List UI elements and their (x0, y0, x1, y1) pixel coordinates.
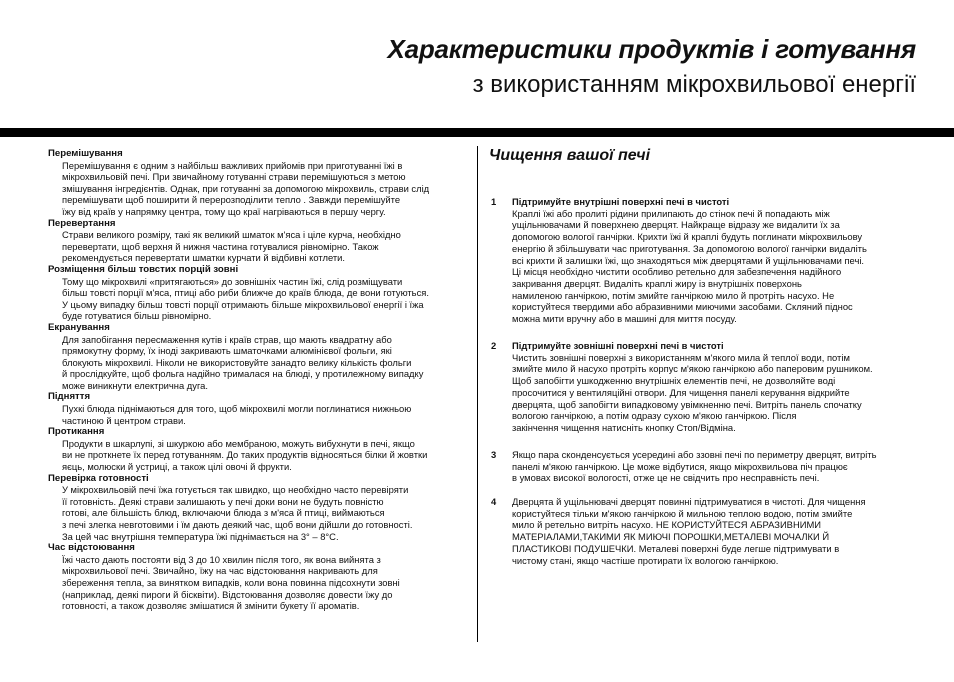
section-heading: Час відстоювання (48, 542, 135, 554)
page-subtitle: з використанням мікрохвильової енергії (472, 71, 916, 98)
item-body (512, 208, 911, 325)
text-line: готові, але більшість блюд, включаючи блюда з м'яса й птиці, виймаються (62, 507, 385, 519)
section-heading: Протикання (48, 426, 105, 438)
page-title: Характеристики продуктів і готування (387, 34, 916, 64)
text-line: користуйтеся твердими або абразивними миючими засобами. Скляний піднос (512, 301, 853, 313)
item-number: 4 (491, 496, 497, 507)
text-line: вологою ганчіркою, а потім одразу сухою м'якою ганчіркою. Після (512, 410, 797, 422)
section-heading: Перевірка готовності (48, 472, 149, 484)
item-heading: Підтримуйте зовнішні поверхні печі в чистоті (512, 340, 724, 351)
text-line: мило й ретельно витріть насухо. НЕ КОРИСТУЙТЕСЯ АБРАЗИВНИМИ (512, 519, 821, 531)
section (48, 391, 476, 426)
item-number: 1 (491, 196, 497, 207)
section-body (48, 438, 476, 473)
cleaning-section-title: Чищення вашої печі (489, 147, 651, 164)
item-heading: Підтримуйте внутрішні поверхні печі в чистоті (512, 196, 730, 207)
text-line: дверцята, щоб запобігти випадковому увімкненню печі. Витріть панель спочатку (512, 398, 862, 410)
section-body (48, 276, 476, 322)
text-line: Чистить зовнішні поверхні з використанням м'якого мила й теплої води, потім (512, 351, 850, 363)
text-line: блокують мікрохвилі. Ніколи не використовуйте занадто велику кількість фольги (62, 356, 412, 368)
text-line: У цьому випадку більш товсті порції отримають більше мікрохвильової енергії і їжа (62, 298, 424, 310)
text-line: перевертати, щоб верхня й нижня частина готувалися рівномірно. Також (62, 240, 379, 252)
section (48, 264, 476, 322)
item-body (512, 449, 911, 484)
section (48, 148, 476, 218)
text-line: й прослідкуйте, щоб фольга надійно трималася на блюді, у протилежному випадку (62, 368, 424, 380)
section (48, 426, 476, 472)
text-line: Продукти в шкарлупі, зі шкуркою або мембраною, можуть вибухнути в печі, якщо (62, 437, 415, 449)
text-line: Тому що мікрохвилі «притягаються» до зовнішніх частин їжі, слід розміщувати (62, 275, 403, 287)
section-heading: Перевертання (48, 217, 116, 229)
left-column (48, 148, 476, 612)
text-line: закривання дверцят. Видаліть краплі жиру із внутрішніх поверхонь (512, 277, 802, 289)
text-line: (наприклад, деякі пироги й бісквіти). Відстоювання дозволяє довести їжу до (62, 588, 393, 600)
text-line: мікрохвильовій печі. При звичайному готуванні страви перемішуються з метою (62, 171, 406, 183)
text-line: Пухкі блюда піднімаються для того, щоб мікрохвилі могли поглинатися нижньою (62, 403, 412, 415)
text-line: Щоб запобігти ушкодженню внутрішніх елементів печі, не дозволяйте воді (512, 375, 836, 387)
text-line: частиною й центром страви. (62, 414, 186, 426)
text-line: панелі м'якою ганчіркою. Це може відбутися, якщо мікрохвильова піч працює (512, 460, 848, 472)
section (48, 473, 476, 543)
section (48, 542, 476, 612)
text-line: всі крихти й залишки їжі, що знаходяться між дверцятами й ущільнювачами печі. (512, 254, 865, 266)
text-line: ПЛАСТИКОВІ ПОДУШЕЧКИ. Металеві поверхні буде легше підтримувати в (512, 542, 840, 554)
text-line: ущільнювачами й поверхнею дверцят. Найкраще відразу же видалити їх за (512, 219, 840, 231)
text-line: Страви великого розміру, такі як великий шматок м'яса і ціле курча, необхідно (62, 229, 401, 241)
section-body (48, 554, 476, 612)
text-line: Для запобігання пересмаження кутів і країв страв, що мають квадратну або (62, 333, 392, 345)
text-line: готовності, а також дозволяє змішатися й змінити букету її ароматів. (62, 600, 360, 612)
text-line: можна мити вручну або в машині для миття посуду. (512, 313, 737, 325)
section (48, 218, 476, 264)
text-line: Перемішування є одним з найбільш важливих прийомів при приготуванні їжі в (62, 159, 403, 171)
text-line: може виникнути електрична дуга. (62, 379, 208, 391)
text-line: буде готуватися більш рівномірно. (62, 310, 212, 322)
item-body (512, 496, 911, 566)
text-line: ви не проткнете їх перед готуванням. До таких продуктів відносяться білки й жовтки (62, 449, 428, 461)
text-line: яєць, молюски й устриці, а також цілі овочі й фрукти. (62, 461, 292, 473)
text-line: За цей час внутрішня температура їжі піднімається на 3° – 8°C. (62, 530, 339, 542)
text-line: Якщо пара сконденсується усередині або ззовні печі по периметру дверцят, витріть (512, 449, 877, 460)
text-line: намиленою ганчіркою, потім змийте ганчіркою мило й протріть насухо. Не (512, 289, 835, 301)
item-body (512, 352, 911, 434)
header-divider-bar (0, 128, 954, 137)
text-line: перемішувати щоб поширити й перерозподілити тепло . Завжди перемішуйте (62, 194, 401, 206)
column-divider (477, 146, 478, 642)
text-line: рекомендується перевертати шматки курчати й відбивні котлети. (62, 252, 345, 264)
text-line: допомогою вологої ганчірки. Крихти їжі й краплі будуть поглинати мікрохвильову (512, 231, 863, 243)
text-line: її готовність. Деякі страви залишають у печі доки вони не будуть повністю (62, 495, 384, 507)
section-body (48, 484, 476, 542)
text-line: з печі злегка невготовими і їм дають деякий час, щоб вони дійшли до готовності. (62, 519, 413, 530)
text-line: змийте мило й насухо протріть корпус м'якою ганчіркою або паперовим рушником. (512, 363, 873, 375)
item-number: 3 (491, 449, 497, 460)
text-line: Їжі часто дають постояти від 3 до 10 хвилин після того, як вона вийнята з (62, 553, 381, 565)
text-line: Краплі їжі або пролиті рідини прилипають до стінок печі й попадають між (512, 207, 830, 219)
section-heading: Розміщення більш товстих порцій зовні (48, 263, 239, 275)
text-line: користуйтеся тільки м'якою ганчіркою й мильною теплою водою, потім змийте (512, 507, 853, 519)
section (48, 322, 476, 392)
text-line: їжу від країв у напрямку центра, тому що краї нагріваються в першу чергу. (62, 205, 386, 217)
item-number: 2 (491, 340, 497, 351)
text-line: більш товсті порції м'яса, птиці або риби ближче до країв блюда, де вони готуються. (62, 287, 429, 299)
text-line: змішування інгредієнтів. Однак, при готуванні за допомогою мікрохвиль, страви слід (62, 182, 430, 194)
text-line: просочитися у вентиляційні отвори. Для чищення панелі керування відкрийте (512, 386, 850, 398)
text-line: Дверцята й ущільнювачі дверцят повинні підтримуватися в чистоті. Для чищення (512, 496, 866, 507)
section-body (48, 403, 476, 426)
cleaning-item-1 (491, 196, 911, 325)
text-line: закінчення чищення натисніть кнопку Стоп/Відміна. (512, 421, 736, 433)
cleaning-item-4 (491, 496, 911, 566)
text-line: прямокутну форму, їх іноді закривають шматочками алюмінієвої фольги, які (62, 345, 392, 357)
section-heading: Перемішування (48, 148, 123, 159)
text-line: енергію й збільшувати час приготування. За допомогою вологої ганчірки видаліть (512, 242, 867, 254)
section-body (48, 229, 476, 264)
text-line: мікрохвильової печі. Звичайно, їжу на час відстоювання накривають для (62, 565, 378, 577)
text-line: У мікрохвильовій печі їжа готується так швидко, що необхідно часто перевіряти (62, 484, 409, 496)
text-line: збереження тепла, за винятком випадків, коли вона повинна підсохнути зовні (62, 576, 400, 588)
text-line: в умовах високої вологості, отже це не свідчить про несправність печі. (512, 472, 820, 484)
section-heading: Підняття (48, 391, 91, 403)
section-body (48, 334, 476, 392)
section-body (48, 160, 476, 218)
section-heading: Екранування (48, 321, 110, 333)
text-line: МАТЕРІАЛАМИ,ТАКИМИ ЯК МИЮЧІ ПОРОШКИ,МЕТАЛЕВІ МОЧАЛКИ Й (512, 531, 830, 543)
cleaning-item-2 (491, 340, 911, 434)
text-line: Ці місця необхідно чистити особливо ретельно для забезпечення надійного (512, 266, 842, 278)
cleaning-item-3 (491, 449, 911, 484)
text-line: чистому стані, якщо частіше протирати їх вологою ганчіркою. (512, 554, 779, 566)
